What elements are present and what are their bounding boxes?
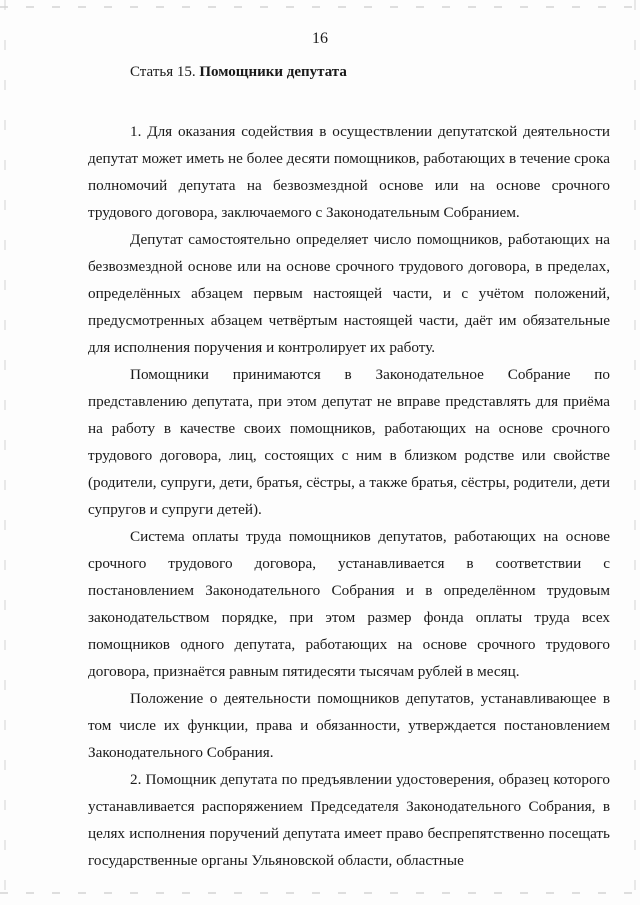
article-title: Помощники депутата — [199, 64, 347, 80]
scan-edge-right — [634, 0, 636, 905]
paragraph: Положение о деятельности помощников депутатов, устанавливающее в том числе их функции, права и обязанности, утверждается постановлением Законодательного Собрания. — [88, 690, 610, 761]
paragraph: Система оплаты труда помощников депутатов, работающих на основе срочного трудового договора, устанавливается в соответствии с постановлением Законодательного Собрания и в определённом трудовым законодательством порядке, при этом размер фонда оплаты труда всех помощников одного депутата, работающих на основе срочного трудового договора, признаётся равным пятидесяти тысячам рублей в месяц. — [88, 528, 610, 680]
scan-edge-bottom — [0, 892, 640, 894]
scan-edge-top — [0, 6, 640, 8]
paragraph: 1. Для оказания содействия в осуществлении депутатской деятельности депутат может иметь не более десяти помощников, работающих в течение срока полномочий депутата на безвозмездной основе или на основе срочного трудового договора, заключаемого с Законодательным Собранием. — [88, 123, 610, 221]
page-number: 16 — [312, 30, 328, 47]
paragraph: Помощники принимаются в Законодательное Собрание по представлению депутата, при этом депутат не вправе представлять для приёма на работу в качестве своих помощников, работающих на основе срочного трудового договора, лиц, состоящих с ним в близком родстве или свойстве (родители, супруги, дети, братья, сёстры, а также братья, сёстры, родители, дети супругов и супруги детей). — [88, 366, 610, 518]
scan-edge-left — [4, 0, 6, 905]
article-heading — [130, 64, 347, 81]
paragraph: Депутат самостоятельно определяет число помощников, работающих на безвозмездной основе или на основе срочного трудового договора, в пределах, определённых абзацем первым настоящей части, и с учётом положений, предусмотренных абзацем четвёртым настоящей части, даёт им обязательные для исполнения поручения и контролирует их работу. — [88, 231, 610, 356]
article-body — [88, 118, 610, 874]
article-label: Статья 15. — [130, 64, 196, 80]
paragraph: 2. Помощник депутата по предъявлении удостоверения, образец которого устанавливается распоряжением Председателя Законодательного Собрания, в целях исполнения поручений депутата имеет право беспрепятственно посещать государственные органы Ульяновской области, областные — [88, 771, 610, 869]
